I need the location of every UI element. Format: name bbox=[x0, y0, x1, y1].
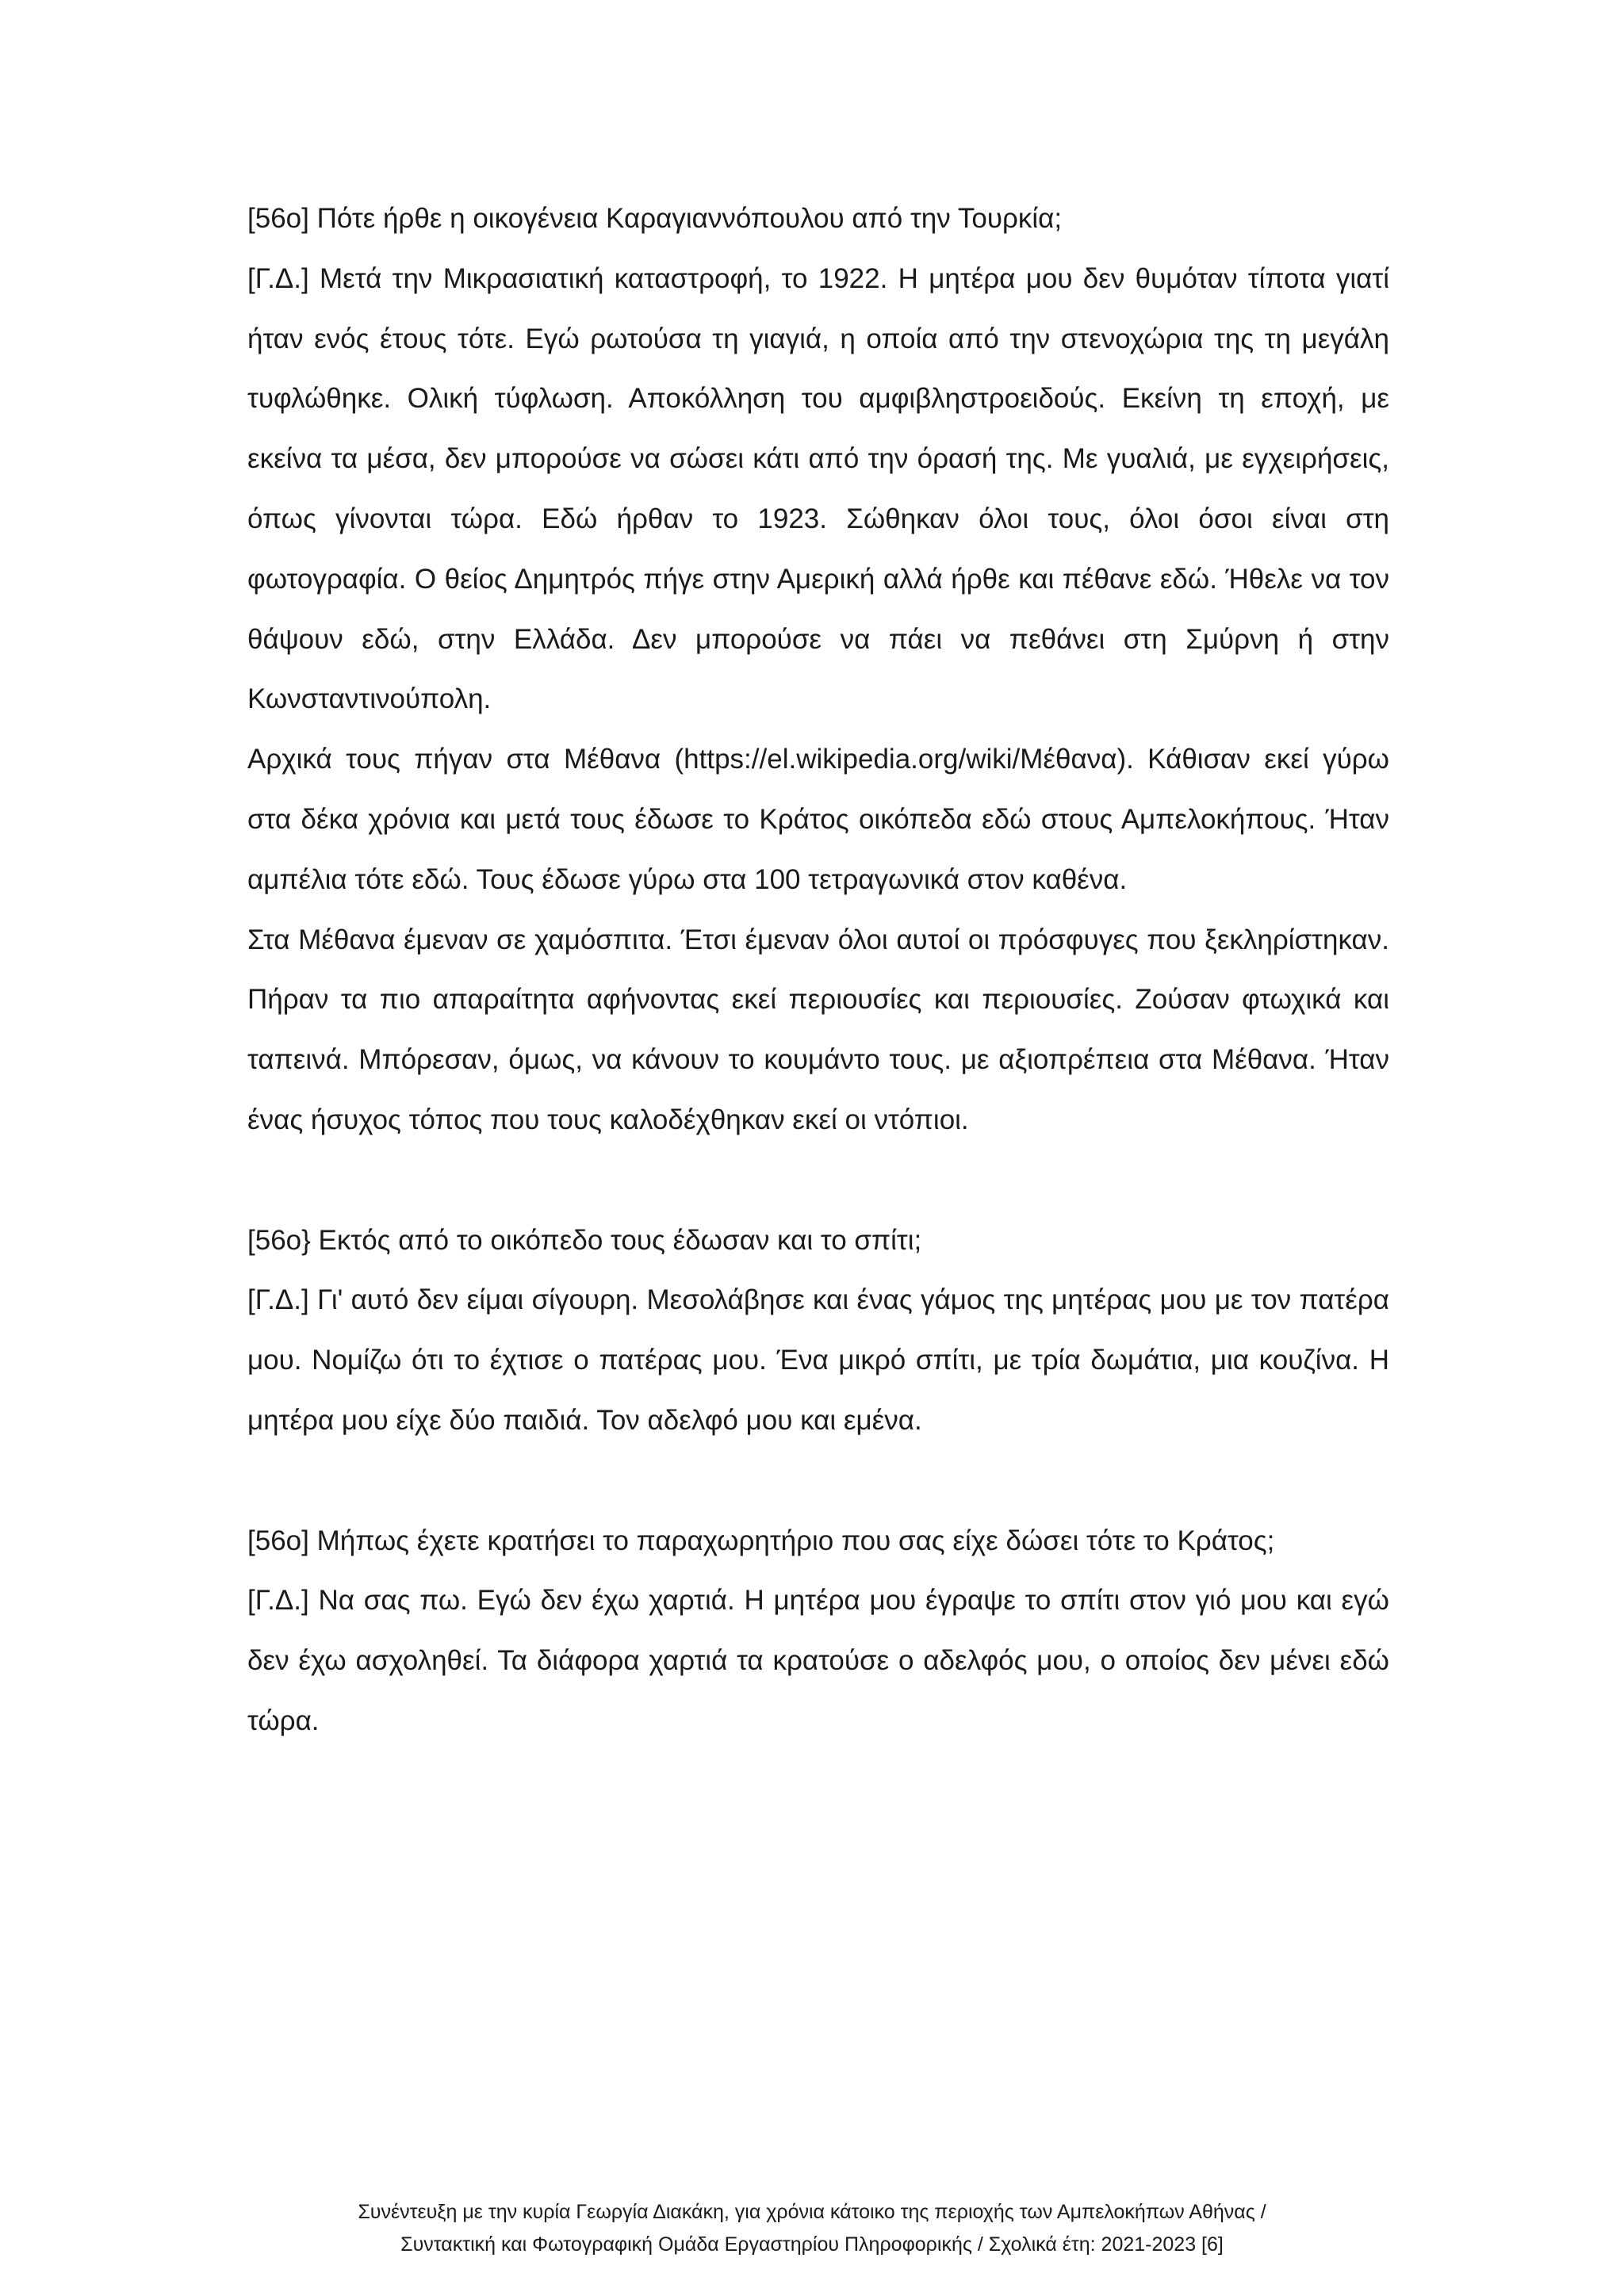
question-paragraph: [56ο] Μήπως έχετε κρατήσει το παραχωρητήριο που σας είχε δώσει τότε το Κράτος; bbox=[247, 1525, 1275, 1556]
answer-paragraph: [Γ.Δ.] Μετά την Μικρασιατική καταστροφή, το 1922. Η μητέρα μου δεν θυμόταν τίποτα γιατί ήταν ενός έτους τότε. Εγώ ρωτούσα τη γιαγιά, η οποία από την στενοχώρια της τη μεγάλη τυφλώθηκε. Ολική τύφλωση. Αποκόλληση του αμφιβληστροειδούς. Εκείνη τη εποχή, με εκείνα τα μέσα, δεν μπορούσε να σώσει κάτι από την όρασή της. Με γυαλιά, με εγχειρήσεις, όπως γίνονται τώρα. Εδώ ήρθαν το 1923. Σώθηκαν όλοι τους, όλοι όσοι είναι στη φωτογραφία. Ο θείος Δημητρός πήγε στην Αμερική αλλά ήρθε και πέθανε εδώ. Ήθελε να τον θάψουν εδώ, στην Ελλάδα. Δεν μπορούσε να πάει να πεθάνει στη Σμύρνη ή στην Κωνσταντινούπολη. bbox=[247, 262, 1389, 715]
section-origin bbox=[247, 189, 1389, 1150]
section-spacer bbox=[247, 1451, 1389, 1511]
section-house bbox=[247, 1211, 1389, 1451]
footer-line: Συντακτική και Φωτογραφική Ομάδα Εργαστηρίου Πληροφορικής / Σχολικά έτη: 2021-2023 [6] bbox=[400, 2233, 1224, 2256]
footer-line: Συνέντευξη με την κυρία Γεωργία Διακάκη, για χρόνια κάτοικο της περιοχής των Αμπελοκήπων Αθήνας / bbox=[358, 2201, 1266, 2223]
section-documents bbox=[247, 1511, 1389, 1751]
answer-paragraph: Αρχικά τους πήγαν στα Μέθανα (https://el.wikipedia.org/wiki/Μέθανα). Κάθισαν εκεί γύρω στα δέκα χρόνια και μετά τους έδωσε το Κράτος οικόπεδα εδώ στους Αμπελοκήπους. Ήταν αμπέλια τότε εδώ. Τους έδωσε γύρω στα 100 τετραγωνικά στον καθένα. bbox=[247, 744, 1389, 895]
question-paragraph: [56ο] Πότε ήρθε η οικογένεια Καραγιαννόπουλου από την Τουρκία; bbox=[247, 203, 1063, 234]
document-body bbox=[247, 189, 1389, 1751]
section-spacer bbox=[247, 1150, 1389, 1211]
page-footer bbox=[159, 2196, 1465, 2261]
answer-paragraph: Στα Μέθανα έμεναν σε χαμόσπιτα. Έτσι έμεναν όλοι αυτοί οι πρόσφυγες που ξεκληρίστηκαν. Πήραν τα πιο απαραίτητα αφήνοντας εκεί περιουσίες και περιουσίες. Ζούσαν φτωχικά και ταπεινά. Μπόρεσαν, όμως, να κάνουν το κουμάντο τους. με αξιοπρέπεια στα Μέθανα. Ήταν ένας ήσυχος τόπος που τους καλοδέχθηκαν εκεί οι ντόπιοι. bbox=[247, 924, 1389, 1135]
answer-paragraph: [Γ.Δ.] Γι' αυτό δεν είμαι σίγουρη. Μεσολάβησε και ένας γάμος της μητέρας μου με τον πατέρα μου. Νομίζω ότι το έχτισε ο πατέρας μου. Ένα μικρό σπίτι, με τρία δωμάτια, μια κουζίνα. Η μητέρα μου είχε δύο παιδιά. Τον αδελφό μου και εμένα. bbox=[247, 1284, 1389, 1436]
answer-paragraph: [Γ.Δ.] Να σας πω. Εγώ δεν έχω χαρτιά. Η μητέρα μου έγραψε το σπίτι στον γιό μου και εγώ δεν έχω ασχοληθεί. Τα διάφορα χαρτιά τα κρατούσε ο αδελφός μου, ο οποίος δεν μένει εδώ τώρα. bbox=[247, 1585, 1389, 1736]
question-paragraph: [56ο} Εκτός από το οικόπεδο τους έδωσαν και το σπίτι; bbox=[247, 1224, 922, 1256]
